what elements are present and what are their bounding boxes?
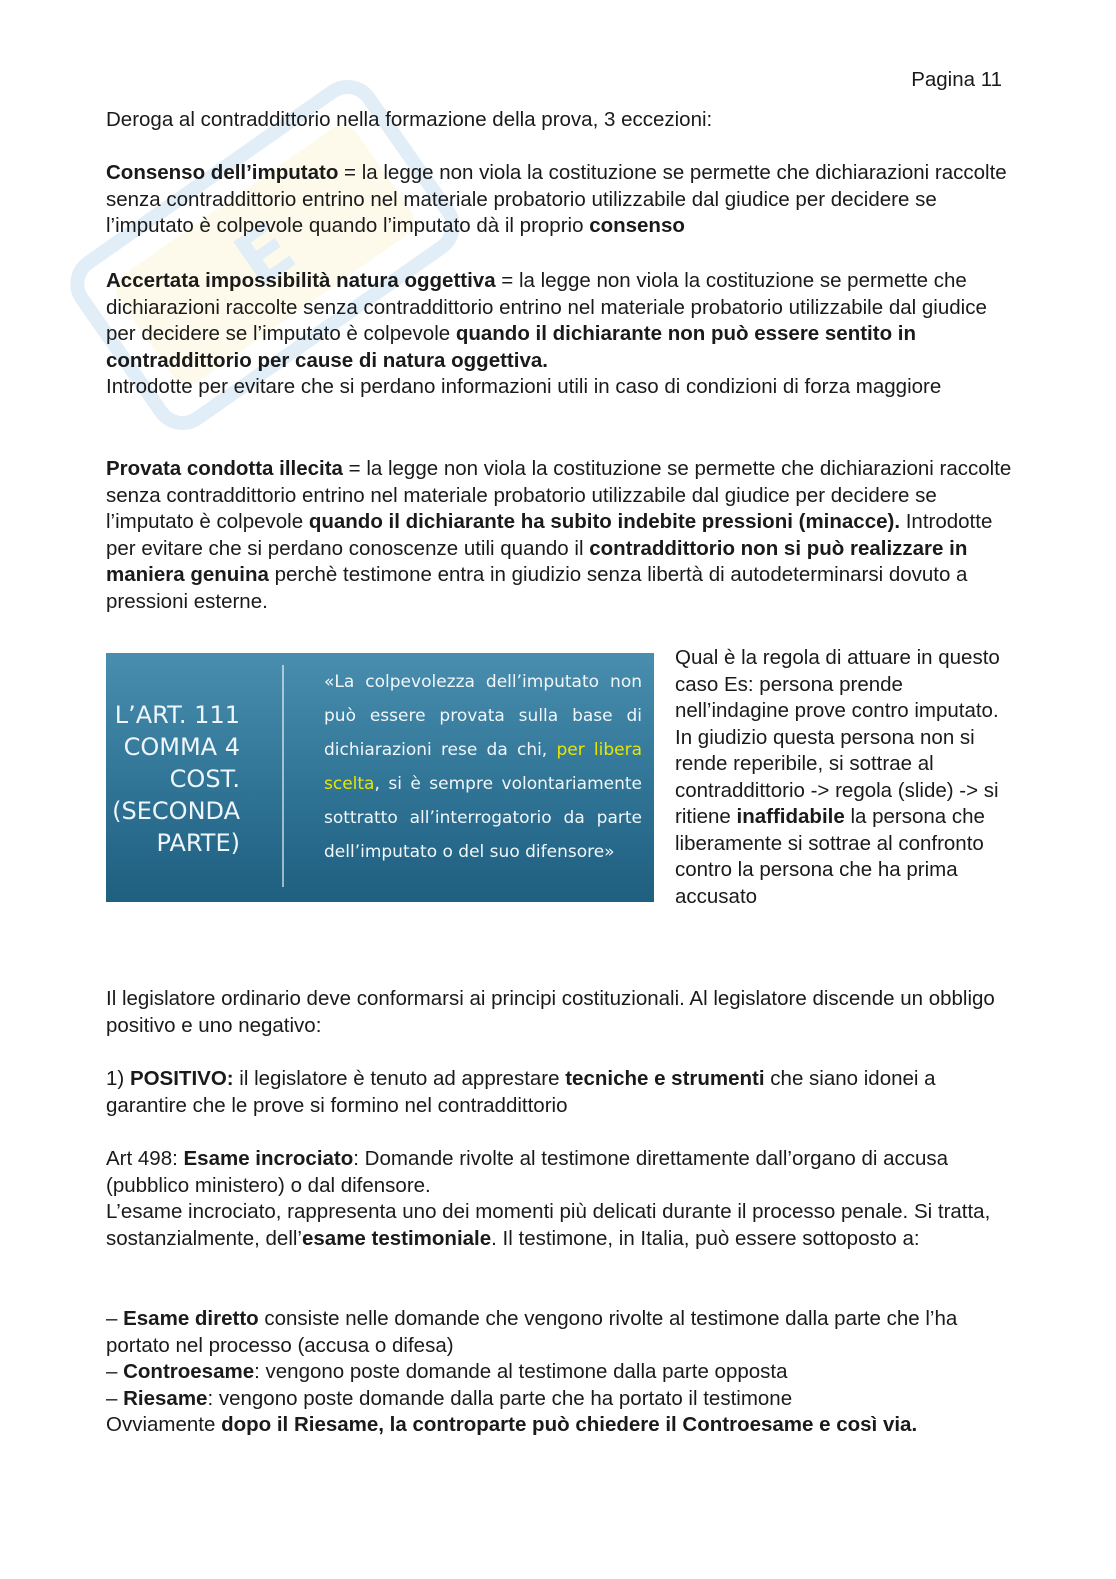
impossibilita-title: Accertata impossibilità natura oggettiva — [106, 269, 496, 292]
art498-title: Esame incrociato — [183, 1147, 354, 1170]
impossibilita-note: Introdotte per evitare che si perdano informazioni utili in caso di condizioni di forza maggiore — [106, 375, 942, 398]
intro-paragraph: Deroga al contraddittorio nella formazione della prova, 3 eccezioni: — [106, 108, 713, 131]
positivo-label: POSITIVO: — [129, 1067, 234, 1090]
slide-quote: «La colpevolezza dell’imputato non può essere provata sulla base di dichiarazioni rese da chi, per libera scelta, si è sempre volontariamente sottratto all’interrogatorio da parte dell’imputato o del suo difensore» — [324, 672, 642, 862]
slide-highlight: per libera scelta — [324, 740, 642, 794]
legislatore-paragraph: Il legislatore ordinario deve conformarsi ai principi costituzionali. Al legislatore discende un obbligo positivo e uno negativo: — [106, 987, 995, 1037]
impossibilita-paragraph: Accertata impossibilità natura oggettiva = la legge non viola la costituzione se permette che dichiarazioni raccolte senza contraddittorio entrino nel materiale probatorio utilizzabile dal giudice per decidere se l’imputato è colpevole quando il dichiarante non può essere sentito in contraddittorio per cause di natura oggettiva. Introdotte per evitare che si perdano informazioni utili in caso di condizioni di forza maggiore — [106, 268, 1016, 401]
positivo-paragraph: 1) POSITIVO: il legislatore è tenuto ad apprestare tecniche e strumenti che siano idonei a garantire che le prove si formino nel contraddittorio — [106, 1067, 936, 1117]
list-item: – Riesame: vengono poste domande dalla parte che ha portato il testimone — [106, 1386, 793, 1410]
esami-list — [106, 1306, 1016, 1439]
side-note: Qual è la regola di attuare in questo caso Es: persona prende nell’indagine prove contro imputato. In giudizio questa persona non si rende reperibile, si sottrae al contraddittorio -> regola (slide) -> si ritiene inaffidabile la persona che liberamente si sottrae al confronto contro la persona che ha prima accusato — [675, 646, 1000, 908]
art498-paragraph: Art 498: Esame incrociato: Domande rivolte al testimone direttamente dall’organo di accusa (pubblico ministero) o dal difensore. L’esame incrociato, rappresenta uno dei momenti più delicati durante il processo penale. Si tratta, sostanzialmente, dell’esame testimoniale. Il testimone, in Italia, può essere sottoposto a: — [106, 1147, 991, 1250]
list-item: – Controesame: vengono poste domande al testimone dalla parte opposta — [106, 1360, 788, 1383]
watermark-logo — [30, 40, 500, 470]
list-item: – Esame diretto consiste nelle domande che vengono rivolte al testimone dalla parte che l’ha portato nel processo (accusa o difesa) — [106, 1307, 958, 1357]
slide-title: L’ART. 111 COMMA 4 COST. (SECONDA PARTE) — [112, 701, 240, 857]
slide-divider — [282, 665, 284, 887]
slide-image — [106, 653, 654, 902]
final-sentence: Ovviamente dopo il Riesame, la controparte può chiedere il Controesame e così via. — [106, 1413, 918, 1436]
page-number: Pagina 11 — [911, 68, 1002, 91]
svg-text:E: E — [219, 205, 311, 305]
consenso-title: Consenso dell’imputato — [106, 161, 339, 184]
condotta-title: Provata condotta illecita — [106, 457, 343, 480]
condotta-paragraph: Provata condotta illecita = la legge non viola la costituzione se permette che dichiarazioni raccolte senza contraddittorio entrino nel materiale probatorio utilizzabile dal giudice per decidere se l’imputato è colpevole quando il dichiarante ha subito indebite pressioni (minacce). Introdotte per evitare che si perdano conoscenze utili quando il contraddittorio non si può realizzare in maniera genuina perchè testimone entra in giudizio senza libertà di autodeterminarsi dovuto a pressioni esterne. — [106, 457, 1012, 613]
consenso-paragraph: Consenso dell’imputato = la legge non viola la costituzione se permette che dichiarazioni raccolte senza contraddittorio entrino nel materiale probatorio utilizzabile dal giudice per decidere se l’imputato è colpevole quando l’imputato dà il proprio consenso — [106, 161, 1007, 237]
